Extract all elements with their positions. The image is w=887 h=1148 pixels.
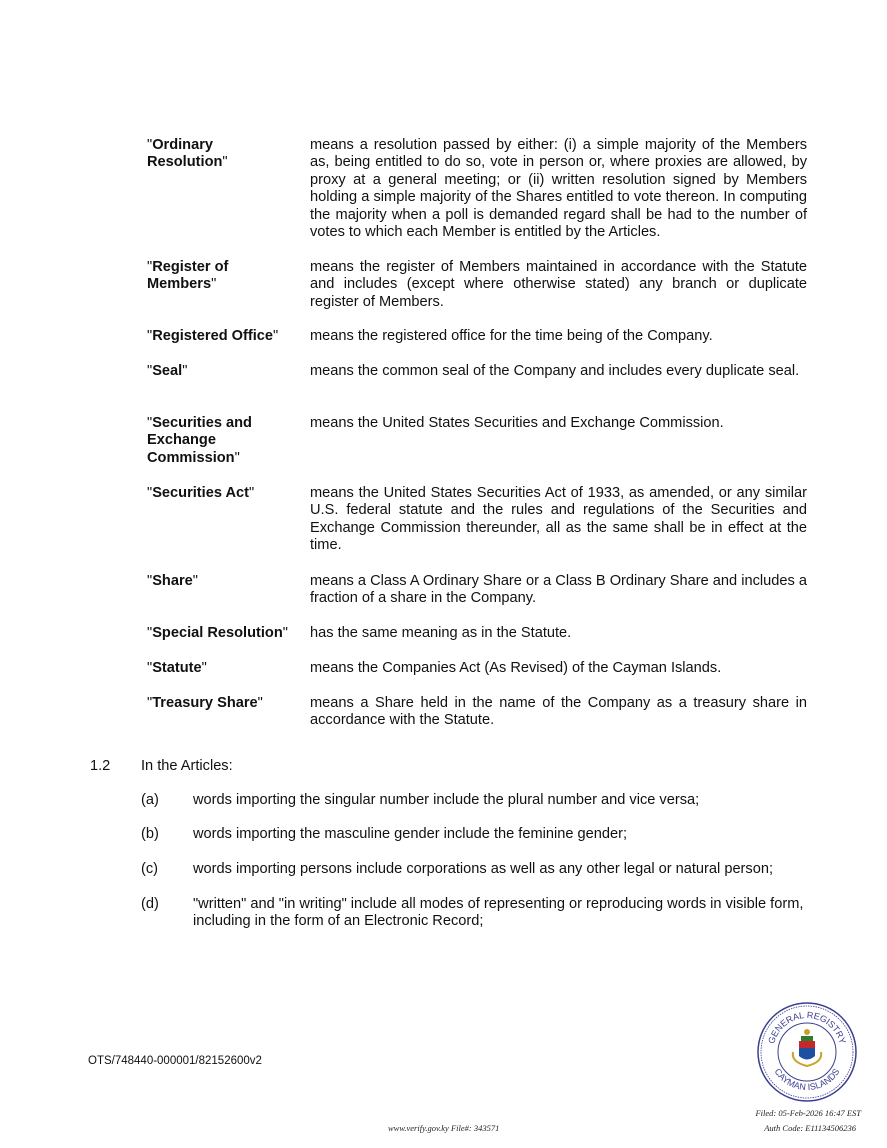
definition-text: means the United States Securities Act of 1933, as amended, or any similar U.S. federal statute and the rules and regulations of the Securities and Exchange Commission thereunder, all as the same shall be in effect at the time. — [310, 485, 807, 554]
definition-text: means the Companies Act (As Revised) of the Cayman Islands. — [310, 660, 722, 676]
item-label: (d) — [141, 896, 159, 912]
definition-text: has the same meaning as in the Statute. — [310, 625, 572, 641]
general-registry-seal — [755, 1000, 859, 1104]
term: Special Resolution — [152, 625, 283, 641]
term: Treasury Share — [152, 695, 258, 711]
item-text: words importing the masculine gender include the feminine gender; — [193, 826, 628, 842]
svg-text:CAYMAN ISLANDS — [772, 1067, 841, 1092]
definition-text: means a Class A Ordinary Share or a Class B Ordinary Share and includes a fraction of a share in the Company. — [310, 573, 807, 607]
filed-date: Filed: 05-Feb-2026 16:47 EST — [755, 1108, 861, 1118]
definition-text: means the registered office for the time being of the Company. — [310, 328, 713, 344]
term: Seal — [152, 363, 183, 379]
auth-code: Auth Code: E11134506236 — [764, 1123, 856, 1133]
coat-of-arms-icon — [793, 1029, 821, 1066]
definition-text: means the United States Securities and Exchange Commission. — [310, 415, 724, 431]
section-number: 1.2 — [90, 758, 111, 774]
item-text: words importing persons include corporations as well as any other legal or natural person; — [193, 861, 774, 877]
document-reference: OTS/748440-000001/82152600v2 — [88, 1055, 262, 1067]
term: Securities Act — [152, 485, 249, 501]
term: Statute — [152, 660, 202, 676]
item-label: (b) — [141, 826, 159, 842]
item-text: words importing the singular number include the plural number and vice versa; — [193, 792, 700, 808]
item-text: "written" and "in writing" include all modes of representing or reproducing words in visible form, including in the form of an Electronic Record; — [193, 896, 804, 930]
definition-text: means the common seal of the Company and includes every duplicate seal. — [310, 363, 800, 379]
seal-bottom-text: CAYMAN ISLANDS — [772, 1066, 842, 1093]
item-label: (c) — [141, 861, 159, 877]
definition-text: means a Share held in the name of the Company as a treasury share in accordance with the Statute. — [310, 695, 807, 729]
term: Share — [152, 573, 193, 589]
definition-text: means a resolution passed by either: (i) a simple majority of the Members as, being entitled to do so, vote in person or, where proxies are allowed, by proxy at a general meeting; or (ii) written resolution signed by Members holding a simple majority of the Shares entitled to vote thereon. In computing the majority when a poll is demanded regard shall be had to the number of votes to which each Member is entitled by the Articles. — [310, 137, 807, 241]
term: Ordinary Resolution — [147, 137, 223, 171]
item-label: (a) — [141, 792, 159, 808]
section-heading: In the Articles: — [141, 758, 233, 774]
term: Securities and Exchange Commission — [147, 415, 252, 466]
term: Registered Office — [152, 328, 274, 344]
definition-text: means the register of Members maintained in accordance with the Statute and includes (except where otherwise stated) any branch or duplicate register of Members. — [310, 259, 807, 310]
verify-url: www.verify.gov.ky File#: 343571 — [388, 1123, 500, 1133]
term: Register of Members — [147, 259, 229, 293]
seal-top-text: GENERAL REGISTRY — [766, 1009, 848, 1045]
